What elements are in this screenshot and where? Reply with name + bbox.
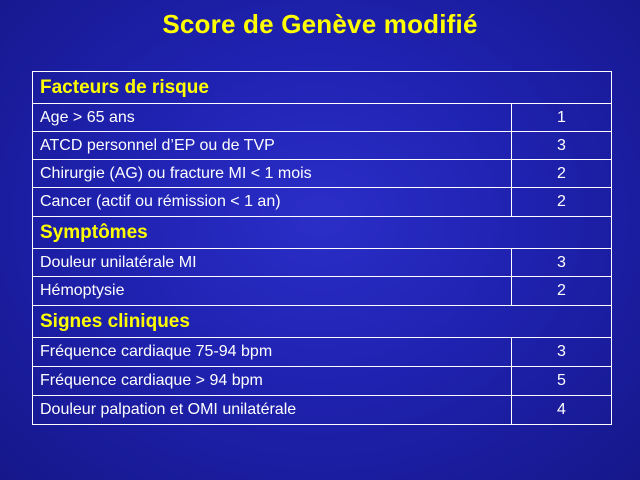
table-row xyxy=(33,132,612,160)
table-row xyxy=(33,367,612,396)
score-table xyxy=(32,71,612,425)
criterion-label: Chirurgie (AG) ou fracture MI < 1 mois xyxy=(33,160,512,188)
criterion-points: 3 xyxy=(512,249,612,277)
section-label: Symptômes xyxy=(33,217,612,249)
criterion-label: Douleur unilatérale MI xyxy=(33,249,512,277)
criterion-points: 3 xyxy=(512,338,612,367)
criterion-points: 2 xyxy=(512,188,612,217)
criterion-points: 5 xyxy=(512,367,612,396)
table-row xyxy=(33,160,612,188)
section-label: Signes cliniques xyxy=(33,306,612,338)
criterion-points: 2 xyxy=(512,277,612,306)
criterion-label: Hémoptysie xyxy=(33,277,512,306)
table-row xyxy=(33,396,612,425)
page-title: Score de Genève modifié xyxy=(162,9,478,39)
criterion-label: Age > 65 ans xyxy=(33,104,512,132)
criterion-label: ATCD personnel d’EP ou de TVP xyxy=(33,132,512,160)
section-header-symptomes xyxy=(33,217,612,249)
section-header-facteurs-de-risque xyxy=(33,72,612,104)
table-row xyxy=(33,277,612,306)
criterion-label: Fréquence cardiaque > 94 bpm xyxy=(33,367,512,396)
section-header-signes-cliniques xyxy=(33,306,612,338)
criterion-points: 4 xyxy=(512,396,612,425)
section-label: Facteurs de risque xyxy=(33,72,612,104)
criterion-label: Cancer (actif ou rémission < 1 an) xyxy=(33,188,512,217)
criterion-points: 2 xyxy=(512,160,612,188)
criterion-points: 3 xyxy=(512,132,612,160)
table-row xyxy=(33,104,612,132)
table-row xyxy=(33,249,612,277)
criterion-label: Fréquence cardiaque 75-94 bpm xyxy=(33,338,512,367)
criterion-label: Douleur palpation et OMI unilatérale xyxy=(33,396,512,425)
criterion-points: 1 xyxy=(512,104,612,132)
table-row xyxy=(33,188,612,217)
table-row xyxy=(33,338,612,367)
